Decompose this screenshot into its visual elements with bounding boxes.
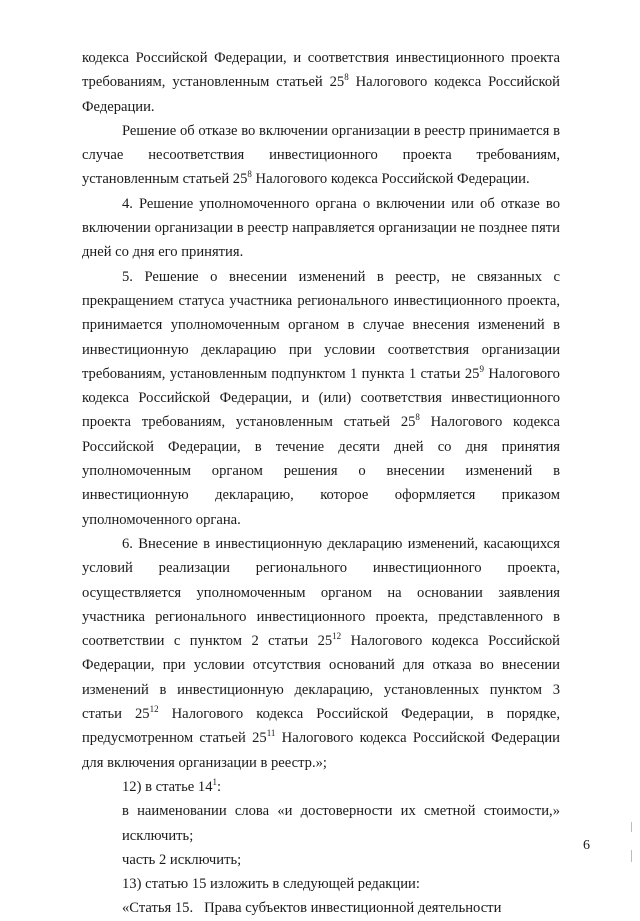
- article-15-title: «Статья 15. Права субъектов инвестиционной деятельности: [122, 900, 502, 917]
- item-12-part-2: :: [217, 778, 222, 795]
- paragraph-5-sup-2: 12: [149, 704, 159, 715]
- paragraph-2-part-2: Налогового кодекса Российской Федерации.: [251, 171, 530, 188]
- paragraph-5-sup-1: 12: [332, 631, 342, 642]
- item-12: [82, 775, 560, 799]
- paragraph-1-sup-1: 8: [344, 72, 349, 83]
- paragraph-2: [82, 119, 560, 192]
- paragraph-5: [82, 532, 560, 775]
- paragraph-5-sup-3: 11: [266, 728, 276, 739]
- item-13: 13) статью 15 изложить в следующей редакции:: [122, 876, 420, 893]
- paragraph-4-part-2: Налогового кодекса Российской Федерации, и (или) соответствия инвестиционного проекта требованиям, установленным статьей 25: [82, 365, 560, 431]
- item-12-b: часть 2 исключить;: [122, 851, 242, 868]
- paragraph-2-sup-1: 8: [247, 169, 252, 180]
- scan-mark-bottom: [631, 850, 632, 862]
- paragraph-4-sup-1: 9: [479, 363, 484, 374]
- paragraph-1-part-1: кодекса Российской Федерации, и соответствия инвестиционного проекта требованиям, установленным статьей 25: [82, 50, 560, 91]
- paragraph-3-text: 4. Решение уполномоченного органа о включении или об отказе во включении организации в реестр направляется организации не позднее пяти дней со дня его принятия.: [82, 195, 560, 261]
- item-12-a: в наименовании слова «и достоверности их сметной стоимости,» исключить;: [122, 803, 560, 844]
- paragraph-4-part-3: Налогового кодекса Российской Федерации, в течение десяти дней со дня принятия уполномоченным органом решения о внесении изменений в инвестиционную декларацию, которое оформляется приказом уполномоченного органа.: [82, 414, 561, 528]
- paragraph-5-part-4: Налогового кодекса Российской Федерации для включения организации в реестр.»;: [82, 730, 560, 771]
- paragraph-5-part-1: 6. Внесение в инвестиционную декларацию изменений, касающихся условий реализации регионального инвестиционного проекта, осуществляется уполномоченным органом на основании заявления участника регионального инвестиционного проекта, представленного в соответствии с пунктом 2 статьи 25: [82, 535, 560, 650]
- paragraph-5-part-2: Налогового кодекса Российской Федерации, при условии отсутствия оснований для отказа во внесении изменений в инвестиционную декларацию, установленных пунктом 3 статьи 25: [82, 633, 560, 723]
- paragraph-1-part-2: Налогового кодекса Российской Федерации.: [82, 74, 560, 115]
- paragraph-4-sup-2: 8: [415, 412, 420, 423]
- page-number: 6: [583, 838, 590, 853]
- paragraph-2-part-1: Решение об отказе во включении организации в реестр принимается в случае несоответствия инвестиционного проекта требованиям, установленным статьей 25: [82, 122, 560, 188]
- item-12-sup-1: 1: [212, 776, 218, 787]
- paragraph-4: [82, 265, 560, 532]
- document-body: [82, 46, 560, 921]
- scan-mark-top: [631, 822, 632, 832]
- paragraph-5-part-3: Налогового кодекса Российской Федерации, в порядке, предусмотренном статьей 25: [82, 706, 560, 747]
- paragraph-1: [82, 46, 560, 119]
- paragraph-4-part-1: 5. Решение о внесении изменений в реестр, не связанных с прекращением статуса участника регионального инвестиционного проекта, принимается уполномоченным органом в случае внесения изменений в инвестиционную декларацию при условии соответствия организации требованиям, установленным подпунктом 1 пункта 1 статьи 25: [82, 268, 560, 382]
- paragraph-3: [82, 192, 560, 265]
- item-12-part-1: 12) в статье 14: [122, 778, 213, 795]
